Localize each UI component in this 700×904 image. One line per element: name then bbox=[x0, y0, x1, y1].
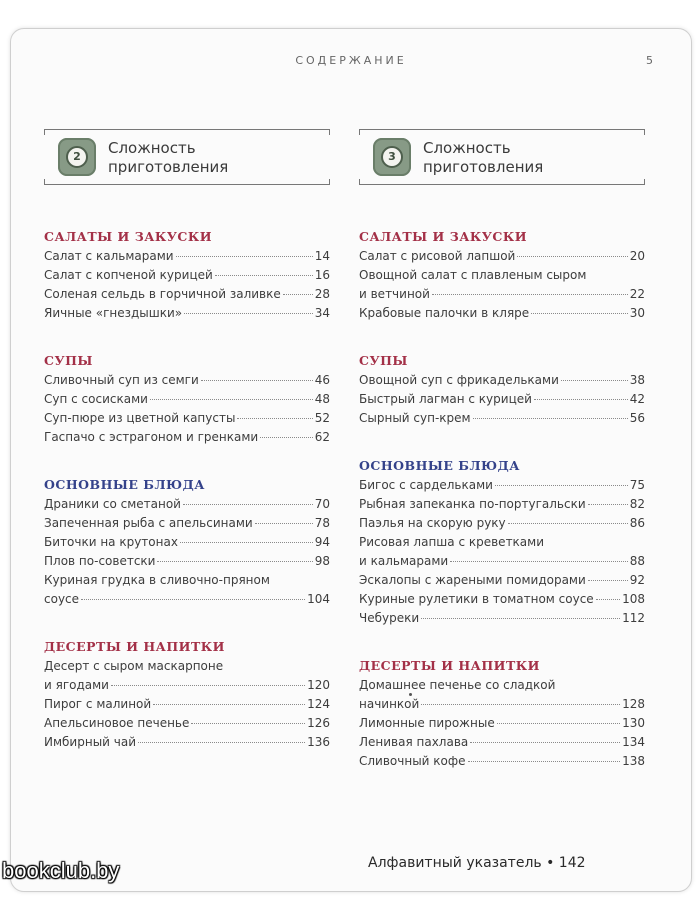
entry-page-number: 48 bbox=[314, 392, 330, 406]
entry-page-number: 30 bbox=[629, 306, 645, 320]
section-heading: САЛАТЫ И ЗАКУСКИ bbox=[44, 229, 213, 244]
entry-page-number: 20 bbox=[629, 249, 645, 263]
toc-entry[interactable] bbox=[359, 266, 645, 304]
running-head: СОДЕРЖАНИЕ bbox=[295, 54, 407, 67]
entry-page-number: 78 bbox=[314, 516, 330, 530]
toc-section bbox=[44, 477, 330, 609]
page-number: 5 bbox=[646, 54, 653, 67]
toc-entry[interactable] bbox=[44, 285, 330, 304]
toc-entry[interactable] bbox=[359, 514, 645, 533]
entry-title: Имбирный чай bbox=[44, 735, 137, 749]
difficulty-level-number: 3 bbox=[381, 146, 403, 168]
entry-title: соусе bbox=[44, 592, 80, 606]
section-heading: ОСНОВНЫЕ БЛЮДА bbox=[44, 477, 205, 492]
entry-page-number: 136 bbox=[307, 735, 330, 749]
dot-leader bbox=[176, 256, 313, 257]
dot-leader bbox=[517, 256, 627, 257]
toc-entry[interactable] bbox=[359, 733, 645, 752]
entry-page-number: 120 bbox=[307, 678, 330, 692]
dot-leader bbox=[283, 294, 313, 295]
toc-entry[interactable] bbox=[359, 247, 645, 266]
dot-leader bbox=[432, 294, 628, 295]
dot-leader bbox=[495, 485, 628, 486]
entry-title: начинкой bbox=[359, 697, 420, 711]
entry-page-number: 138 bbox=[622, 754, 645, 768]
entry-page-number: 75 bbox=[629, 478, 645, 492]
entry-page-number: 92 bbox=[629, 573, 645, 587]
toc-entry[interactable] bbox=[44, 428, 330, 447]
section-heading: ДЕСЕРТЫ И НАПИТКИ bbox=[44, 639, 225, 654]
dot-leader bbox=[180, 542, 313, 543]
column-difficulty-2 bbox=[44, 129, 330, 752]
difficulty-badge bbox=[359, 129, 645, 185]
toc-entry[interactable] bbox=[44, 247, 330, 266]
entry-page-number: 104 bbox=[307, 592, 330, 606]
entry-title: Крабовые палочки в кляре bbox=[359, 306, 530, 320]
toc-entry[interactable] bbox=[44, 533, 330, 552]
dot-leader bbox=[473, 418, 628, 419]
dot-leader bbox=[138, 742, 305, 743]
entry-title: Сливочный суп из семги bbox=[44, 373, 199, 387]
dot-leader bbox=[588, 580, 628, 581]
entry-title: Биточки на крутонах bbox=[44, 535, 178, 549]
entry-page-number: 38 bbox=[629, 373, 645, 387]
toc-entry[interactable] bbox=[359, 676, 645, 714]
toc-entry[interactable] bbox=[359, 495, 645, 514]
toc-entry[interactable] bbox=[359, 390, 645, 409]
toc-entry[interactable] bbox=[44, 695, 330, 714]
entry-title: и кальмарами bbox=[359, 554, 449, 568]
toc-entry[interactable] bbox=[44, 733, 330, 752]
entry-page-number: 62 bbox=[314, 430, 330, 444]
entry-page-number: 28 bbox=[314, 287, 330, 301]
entry-title: Салат с рисовой лапшой bbox=[359, 249, 516, 263]
dot-leader bbox=[237, 418, 312, 419]
entry-page-number: 86 bbox=[629, 516, 645, 530]
dot-leader bbox=[150, 399, 313, 400]
alphabetical-index-link[interactable]: Алфавитный указатель • 142 bbox=[368, 855, 586, 871]
dot-leader bbox=[470, 742, 620, 743]
entry-page-number: 34 bbox=[314, 306, 330, 320]
section-heading: ОСНОВНЫЕ БЛЮДА bbox=[359, 458, 520, 473]
toc-section bbox=[44, 353, 330, 447]
difficulty-level-icon bbox=[373, 138, 411, 176]
difficulty-level-number: 2 bbox=[66, 146, 88, 168]
entry-title: и ягодами bbox=[44, 678, 109, 692]
difficulty-level-icon bbox=[58, 138, 96, 176]
book-page bbox=[10, 28, 692, 892]
entry-title: Салат с копченой курицей bbox=[44, 268, 213, 282]
dot-leader bbox=[508, 523, 628, 524]
entry-title: Эскалопы с жареными помидорами bbox=[359, 573, 586, 587]
dot-leader bbox=[497, 723, 620, 724]
dot-leader bbox=[255, 523, 313, 524]
entry-title: Салат с кальмарами bbox=[44, 249, 174, 263]
dot-leader bbox=[588, 504, 628, 505]
toc-entry[interactable] bbox=[44, 409, 330, 428]
difficulty-title: Сложность приготовления bbox=[423, 139, 544, 176]
entry-page-number: 130 bbox=[622, 716, 645, 730]
stray-dot bbox=[409, 693, 412, 696]
toc-section bbox=[359, 658, 645, 771]
toc-section bbox=[44, 639, 330, 752]
entry-page-number: 56 bbox=[629, 411, 645, 425]
entry-title: Суп-пюре из цветной капусты bbox=[44, 411, 236, 425]
entry-page-number: 46 bbox=[314, 373, 330, 387]
dot-leader bbox=[81, 599, 305, 600]
entry-title-line: Рисовая лапша с креветками bbox=[359, 535, 545, 549]
entry-page-number: 124 bbox=[307, 697, 330, 711]
entry-page-number: 16 bbox=[314, 268, 330, 282]
entry-title: и ветчиной bbox=[359, 287, 430, 301]
entry-title: Соленая сельдь в горчичной заливке bbox=[44, 287, 281, 301]
toc-section bbox=[359, 229, 645, 323]
entry-page-number: 112 bbox=[622, 611, 645, 625]
dot-leader bbox=[260, 437, 313, 438]
entry-title: Бигос с сардельками bbox=[359, 478, 493, 492]
entry-page-number: 42 bbox=[629, 392, 645, 406]
entry-page-number: 22 bbox=[629, 287, 645, 301]
section-heading: СУПЫ bbox=[44, 353, 93, 368]
dot-leader bbox=[183, 504, 313, 505]
toc-entry[interactable] bbox=[359, 371, 645, 390]
section-heading: ДЕСЕРТЫ И НАПИТКИ bbox=[359, 658, 540, 673]
toc-entry[interactable] bbox=[44, 571, 330, 609]
toc-entry[interactable] bbox=[359, 476, 645, 495]
dot-leader bbox=[201, 380, 313, 381]
dot-leader bbox=[421, 618, 620, 619]
toc-section bbox=[359, 458, 645, 628]
toc-entry[interactable] bbox=[359, 590, 645, 609]
entry-title: Апельсиновое печенье bbox=[44, 716, 190, 730]
section-heading: СУПЫ bbox=[359, 353, 408, 368]
entry-title-line: Овощной салат с плавленым сыром bbox=[359, 268, 587, 282]
entry-page-number: 108 bbox=[622, 592, 645, 606]
toc-entry[interactable] bbox=[44, 304, 330, 323]
dot-leader bbox=[215, 275, 313, 276]
entry-page-number: 128 bbox=[622, 697, 645, 711]
entry-title: Сливочный кофе bbox=[359, 754, 466, 768]
entry-title: Куриные рулетики в томатном соусе bbox=[359, 592, 594, 606]
toc-entry[interactable] bbox=[359, 304, 645, 323]
entry-page-number: 134 bbox=[622, 735, 645, 749]
entry-title: Гаспачо с эстрагоном и гренками bbox=[44, 430, 259, 444]
entry-page-number: 94 bbox=[314, 535, 330, 549]
dot-leader bbox=[111, 685, 305, 686]
toc-entry[interactable] bbox=[44, 514, 330, 533]
entry-title: Запеченная рыба с апельсинами bbox=[44, 516, 253, 530]
entry-title-line: Десерт с сыром маскарпоне bbox=[44, 659, 224, 673]
toc-entry[interactable] bbox=[359, 533, 645, 571]
dot-leader bbox=[531, 313, 628, 314]
dot-leader bbox=[561, 380, 628, 381]
toc-entry[interactable] bbox=[359, 409, 645, 428]
entry-title: Лимонные пирожные bbox=[359, 716, 495, 730]
entry-title: Суп с сосисками bbox=[44, 392, 148, 406]
entry-title: Пирог с малиной bbox=[44, 697, 152, 711]
entry-title: Чебуреки bbox=[359, 611, 420, 625]
dot-leader bbox=[450, 561, 628, 562]
dot-leader bbox=[184, 313, 313, 314]
entry-page-number: 52 bbox=[314, 411, 330, 425]
watermark: bookclub.by bbox=[2, 858, 120, 883]
toc-section bbox=[359, 353, 645, 428]
dot-leader bbox=[153, 704, 305, 705]
entry-title: Сырный суп-крем bbox=[359, 411, 471, 425]
dot-leader bbox=[157, 561, 312, 562]
entry-title: Драники со сметаной bbox=[44, 497, 181, 511]
column-difficulty-3 bbox=[359, 129, 645, 771]
toc-entry[interactable] bbox=[359, 752, 645, 771]
dot-leader bbox=[596, 599, 620, 600]
toc-entry[interactable] bbox=[44, 714, 330, 733]
dot-leader bbox=[534, 399, 628, 400]
dot-leader bbox=[191, 723, 305, 724]
section-heading: САЛАТЫ И ЗАКУСКИ bbox=[359, 229, 528, 244]
entry-page-number: 82 bbox=[629, 497, 645, 511]
toc-entry[interactable] bbox=[44, 495, 330, 514]
toc-entry[interactable] bbox=[359, 571, 645, 590]
toc-entry[interactable] bbox=[359, 714, 645, 733]
entry-page-number: 126 bbox=[307, 716, 330, 730]
dot-leader bbox=[421, 704, 620, 705]
entry-title: Яичные «гнездышки» bbox=[44, 306, 183, 320]
toc-section bbox=[44, 229, 330, 323]
entry-title: Овощной суп с фрикадельками bbox=[359, 373, 559, 387]
dot-leader bbox=[468, 761, 621, 762]
entry-title: Рыбная запеканка по-португальски bbox=[359, 497, 586, 511]
toc-entry[interactable] bbox=[359, 609, 645, 628]
toc-entry[interactable] bbox=[44, 657, 330, 695]
toc-entry[interactable] bbox=[44, 266, 330, 285]
entry-page-number: 14 bbox=[314, 249, 330, 263]
entry-title: Плов по-советски bbox=[44, 554, 156, 568]
entry-title-line: Домашнее печенье со сладкой bbox=[359, 678, 556, 692]
entry-page-number: 70 bbox=[314, 497, 330, 511]
toc-entry[interactable] bbox=[44, 390, 330, 409]
toc-entry[interactable] bbox=[44, 371, 330, 390]
difficulty-badge bbox=[44, 129, 330, 185]
entry-title: Ленивая пахлава bbox=[359, 735, 469, 749]
toc-entry[interactable] bbox=[44, 552, 330, 571]
entry-page-number: 88 bbox=[629, 554, 645, 568]
entry-title: Быстрый лагман с курицей bbox=[359, 392, 532, 406]
difficulty-title: Сложность приготовления bbox=[108, 139, 229, 176]
entry-page-number: 98 bbox=[314, 554, 330, 568]
entry-title-line: Куриная грудка в сливочно-пряном bbox=[44, 573, 270, 587]
entry-title: Паэлья на скорую руку bbox=[359, 516, 506, 530]
